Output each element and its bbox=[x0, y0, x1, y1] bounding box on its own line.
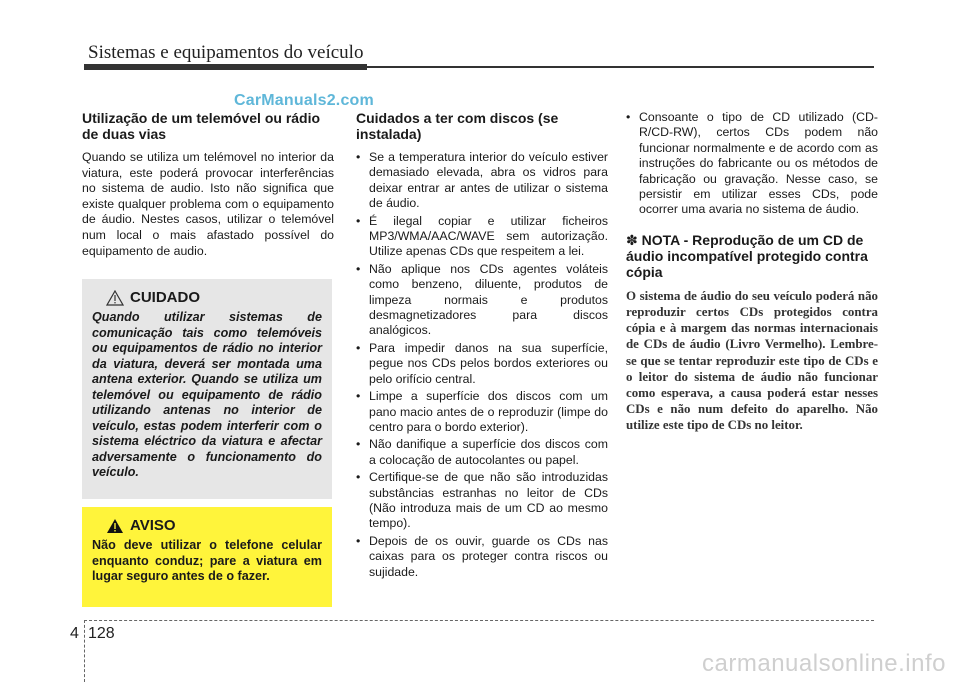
warning-box bbox=[82, 507, 332, 607]
footer-rule bbox=[84, 620, 874, 621]
section-paragraph-telemovel: Quando se utiliza um telémovel no interior da viatura, este poderá provocar interferências no sistema de audio. Isto não significa que existe qualquer problema com o equipamento de áudio. Nestes casos, utilizar o telemóvel num local o mais afastado possível do equipamento de audio. bbox=[82, 150, 334, 258]
note-title-text: - Reprodução de um CD de áudio incompatível protegido contra cópia bbox=[626, 231, 868, 280]
note-symbol: ✽ bbox=[626, 231, 638, 248]
disc-care-list bbox=[356, 150, 608, 580]
caution-title-row bbox=[106, 289, 322, 306]
list-item: • Consoante o tipo de CD utilizado (CD-R/CD-RW), certos CDs podem não funcionar normalmente e de acordo com as instruções do fabricante ou os métodos de fabricação ou gravação. Nesse caso, se persistir em utilizar esses CDs, pode ocorrer uma avaria no sistema de áudio. bbox=[626, 110, 878, 218]
list-item: • Não danifique a superfície dos discos com a colocação de autocolantes ou papel. bbox=[356, 437, 608, 468]
section-heading-discos: Cuidados a ter com discos (se instalada) bbox=[356, 110, 559, 142]
column-3 bbox=[626, 110, 878, 434]
chapter-number: 4 bbox=[70, 625, 79, 642]
warning-title-row bbox=[106, 517, 322, 534]
list-item: • Não aplique nos CDs agentes voláteis como benzeno, diluente, produtos de limpeza normais e produtos desmagnetizadores para discos analógicos. bbox=[356, 262, 608, 339]
page-number: 128 bbox=[88, 625, 115, 642]
caution-triangle-icon bbox=[106, 290, 124, 306]
caution-box bbox=[82, 279, 332, 499]
warning-text: Não deve utilizar o telefone celular enquanto conduz; pare a viatura em lugar seguro antes de o fazer. bbox=[92, 538, 322, 583]
cd-type-list bbox=[626, 110, 878, 218]
warning-title: AVISO bbox=[130, 517, 176, 534]
section-heading-telemovel: Utilização de um telemóvel ou rádio de duas vias bbox=[82, 110, 321, 142]
list-item: • Para impedir danos na sua superfície, pegue nos CDs pelos bordos exteriores ou pelo orifício central. bbox=[356, 341, 608, 387]
footer-divider bbox=[84, 620, 85, 682]
watermark-bottom: carmanualsonline.info bbox=[702, 650, 946, 677]
warning-triangle-icon bbox=[106, 518, 124, 534]
header-rule bbox=[84, 66, 874, 68]
note-title bbox=[626, 232, 878, 280]
list-item: • Depois de os ouvir, guarde os CDs nas caixas para os proteger contra riscos ou sujidade. bbox=[356, 534, 608, 580]
list-item: • Certifique-se de que não são introduzidas substâncias estranhas no leitor de CDs (Não introduza mais de um CD ao mesmo tempo). bbox=[356, 470, 608, 532]
caution-title: CUIDADO bbox=[130, 289, 200, 306]
note-title-prefix: NOTA bbox=[641, 231, 680, 248]
column-1 bbox=[82, 110, 334, 259]
page-header-title: Sistemas e equipamentos do veículo bbox=[88, 42, 364, 63]
note-body: O sistema de áudio do seu veículo poderá não reproduzir certos CDs protegidos contra cópia e à margem das normas internacionais de CDs de áudio (Livro Vermelho). Lembre-se que se tentar reproduzir este tipo de CDs e o leitor do sistema de áudio não funcionar como esperava, a causa poderá estar nesses CDs e não num defeito do aparelho. Não utilize este tipo de CDs no leitor. bbox=[626, 288, 878, 433]
list-item: • Limpe a superfície dos discos com um pano macio antes de o reproduzir (limpe do centro para o bordo exterior). bbox=[356, 389, 608, 435]
list-item: • É ilegal copiar e utilizar ficheiros MP3/WMA/AAC/WAVE sem autorização. Utilize apenas CDs que respeitem a lei. bbox=[356, 214, 608, 260]
watermark-top: CarManuals2.com bbox=[234, 92, 374, 109]
caution-text: Quando utilizar sistemas de comunicação tais como telemóveis ou equipamentos de rádio no interior da viatura, deverá ser montada uma antena exterior. Quando se utiliza um telemóvel ou equipamento de rádio utilizando antenas no interior de veículo, estas podem interferir com o sistema eléctrico da viatura e afectar adversamente o funcionamento do veículo. bbox=[92, 310, 322, 479]
column-2 bbox=[356, 110, 608, 582]
list-item: • Se a temperatura interior do veículo estiver demasiado elevada, abra os vidros para deixar entrar ar antes de utilizar o sistema de áudio. bbox=[356, 150, 608, 212]
